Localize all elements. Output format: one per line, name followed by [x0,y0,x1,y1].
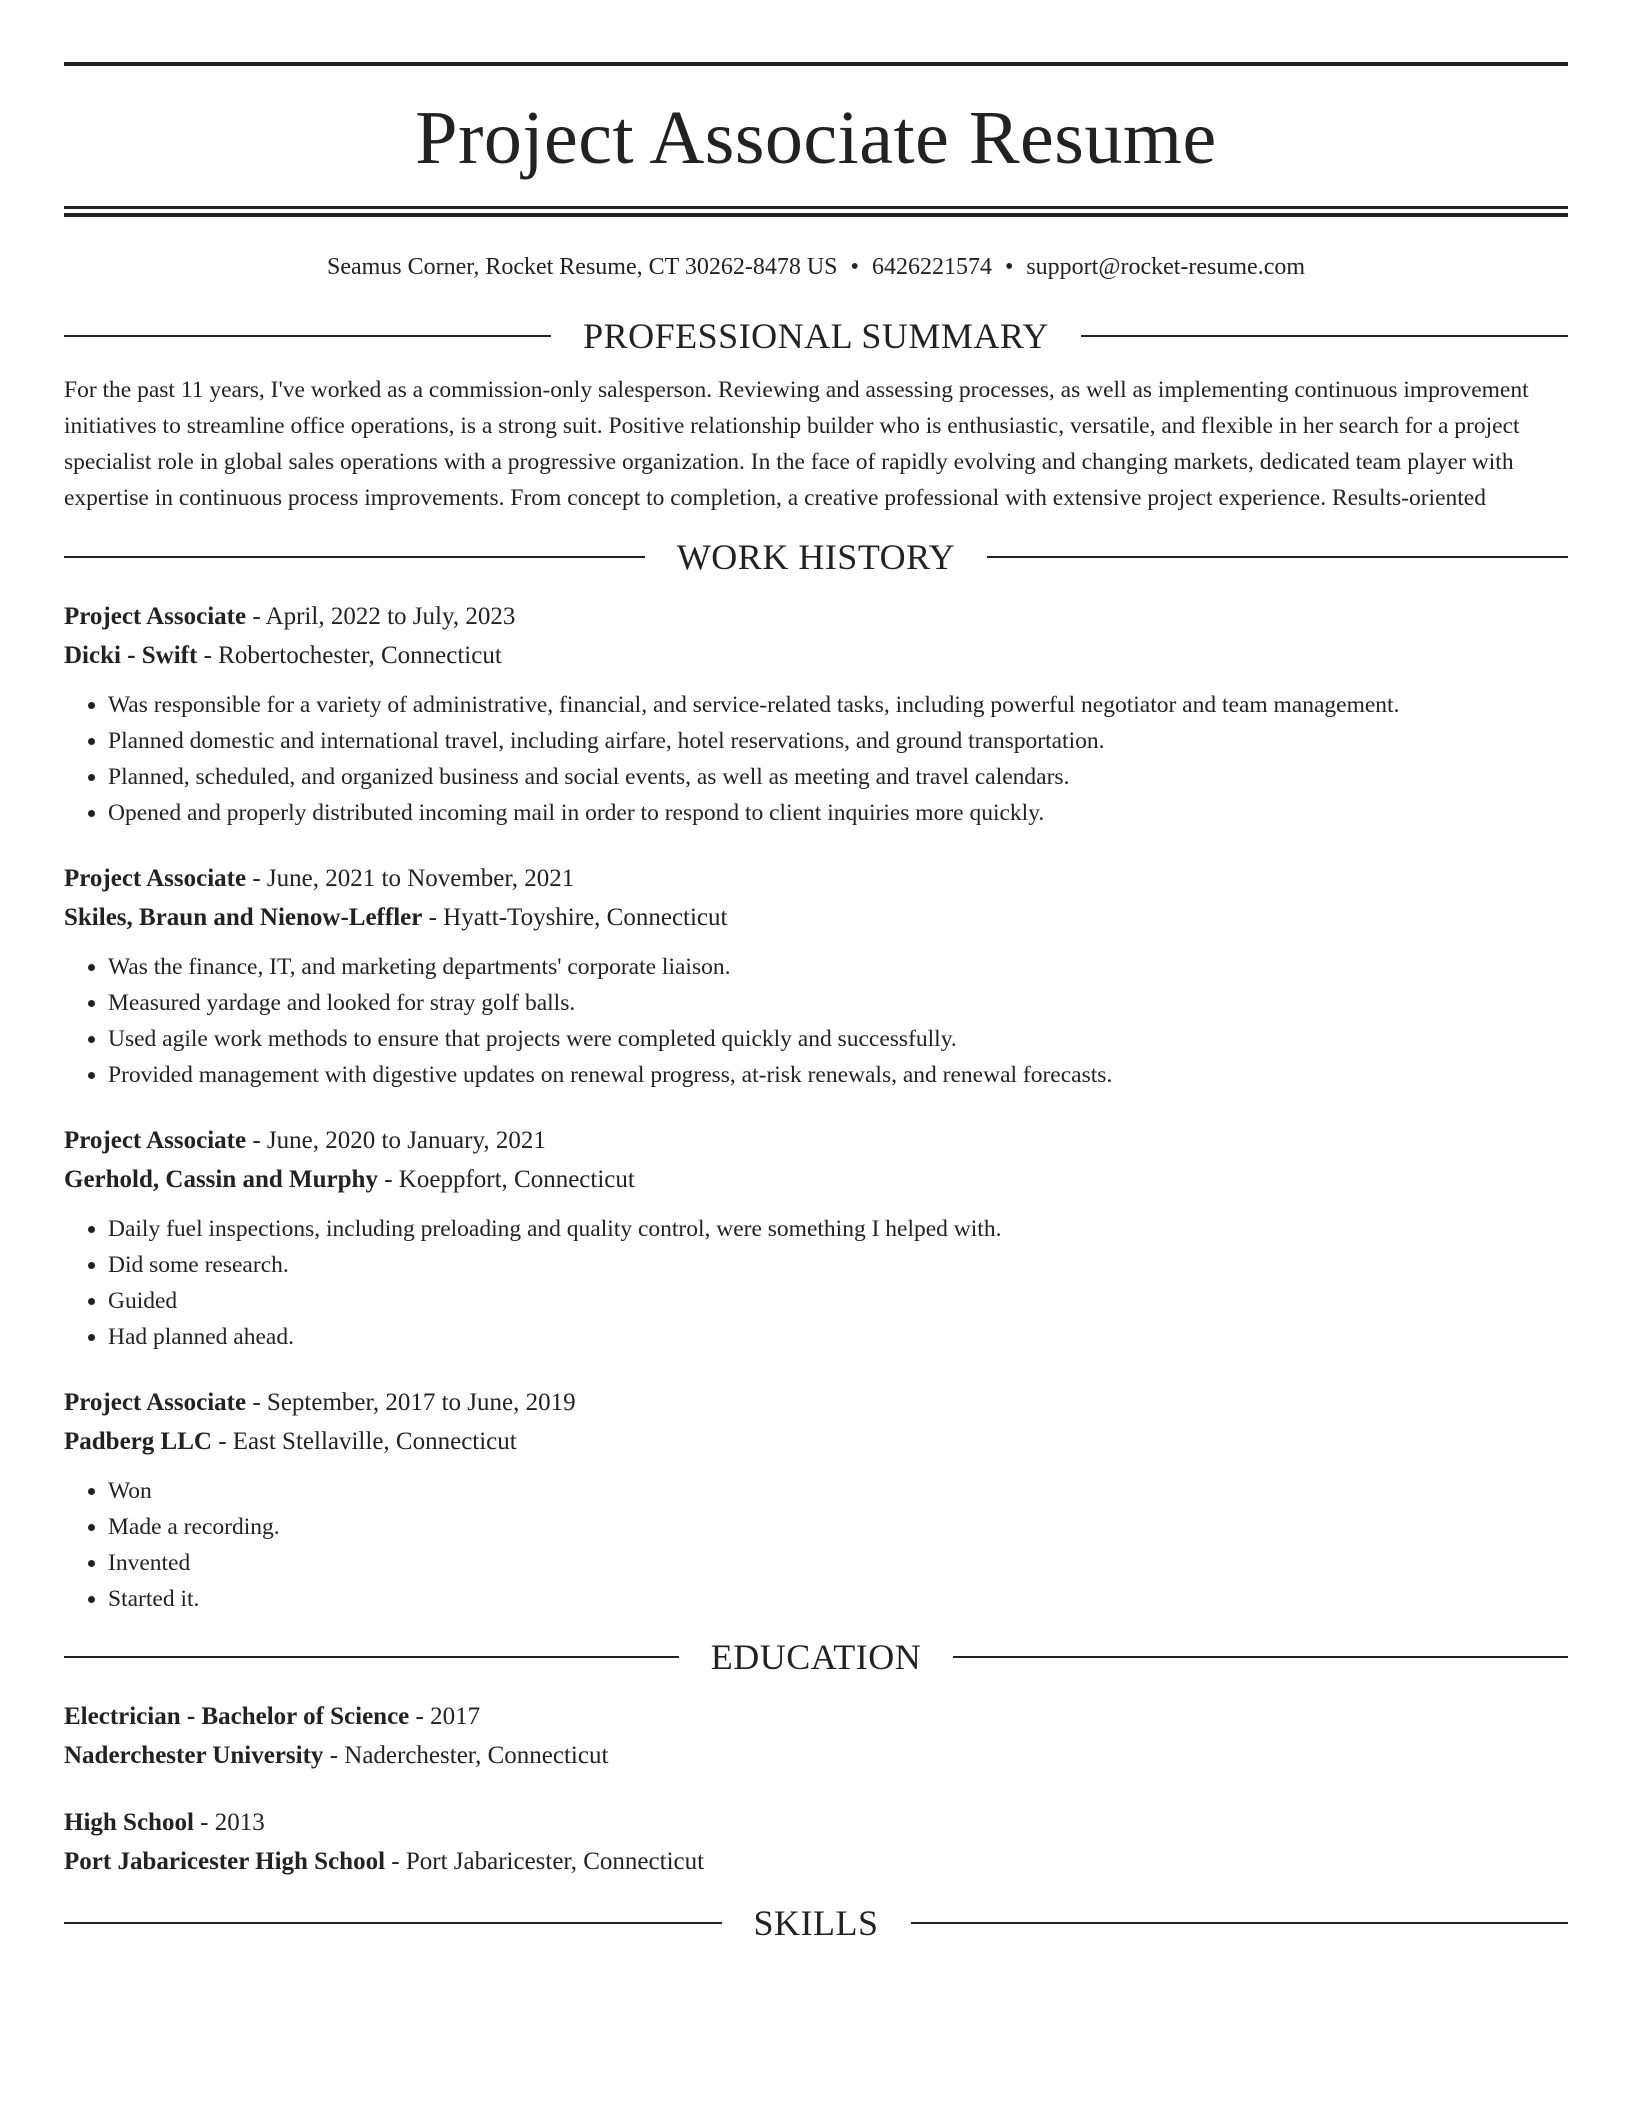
job-entry [64,1383,1568,1617]
top-rule [64,62,1568,66]
contact-line [64,253,1568,282]
education-school-line [64,1842,1568,1881]
job-bullet: • Was the finance, IT, and marketing departments' corporate liaison. [108,949,1568,985]
education-degree-line [64,1803,1568,1842]
section-title: EDUCATION [710,1637,922,1678]
education-degree: Electrician - Bachelor of Science [64,1703,410,1731]
job-bullets [64,949,1568,1093]
heading-rule-right [1081,335,1568,337]
job-bullets [64,687,1568,831]
job-bullets [64,1473,1568,1617]
contact-phone: 6426221574 [871,254,992,280]
job-bullets [64,1211,1568,1355]
job-bullet: • Opened and properly distributed incoming mail in order to respond to client inquiries more quickly. [108,795,1568,831]
job-company: Padberg LLC [64,1428,212,1456]
education-year: - 2017 [409,1703,481,1731]
section-title: PROFESSIONAL SUMMARY [583,315,1049,356]
job-bullet: • Was responsible for a variety of administrative, financial, and service-related tasks, including powerful negotiator and team management. [108,687,1568,723]
education-entry [64,1697,1568,1775]
job-company-line [64,898,1568,937]
education-school-line [64,1736,1568,1775]
job-title: Project Associate [64,865,247,893]
job-bullet: • Provided management with digestive updates on renewal progress, at-risk renewals, and renewal forecasts. [108,1057,1568,1093]
job-title-line [64,859,1568,898]
section-heading-work-history [64,537,1568,578]
section-heading-summary [64,315,1568,356]
education-school: Port Jabaricester High School [64,1848,386,1876]
job-company-line [64,1422,1568,1461]
job-dates: - June, 2021 to November, 2021 [246,865,575,893]
job-title: Project Associate [64,1127,247,1155]
job-title: Project Associate [64,1389,247,1417]
education-school: Naderchester University [64,1742,324,1770]
job-bullet: • Measured yardage and looked for stray golf balls. [108,985,1568,1021]
job-company: Dicki - Swift [64,642,198,670]
heading-rule-left [64,1656,679,1658]
heading-rule-left [64,1922,722,1924]
job-title-line [64,1121,1568,1160]
title-double-rule [64,206,1568,217]
job-company-line [64,636,1568,675]
job-title: Project Associate [64,603,247,631]
education-degree-line [64,1697,1568,1736]
job-bullet: • Won [108,1473,1568,1509]
education-location: - Port Jabaricester, Connecticut [385,1848,705,1876]
job-entry [64,597,1568,831]
job-dates: - April, 2022 to July, 2023 [246,603,516,631]
job-location: - East Stellaville, Connecticut [211,1428,517,1456]
job-company-line [64,1160,1568,1199]
job-title-line [64,597,1568,636]
contact-separator: • [1004,254,1014,280]
section-heading-education [64,1637,1568,1678]
education-location: - Naderchester, Connecticut [323,1742,609,1770]
section-title: WORK HISTORY [676,537,956,578]
job-bullet: • Started it. [108,1581,1568,1617]
job-bullet: • Had planned ahead. [108,1319,1568,1355]
job-company: Skiles, Braun and Nienow-Leffler [64,904,423,932]
education-year: - 2013 [193,1809,265,1837]
section-title: SKILLS [753,1903,879,1944]
job-location: - Koeppfort, Connecticut [377,1166,635,1194]
job-bullet: • Planned domestic and international travel, including airfare, hotel reservations, and ground transportation. [108,723,1568,759]
education-entry [64,1803,1568,1881]
job-bullet: • Did some research. [108,1247,1568,1283]
job-company: Gerhold, Cassin and Murphy [64,1166,378,1194]
job-location: - Hyatt-Toyshire, Connecticut [422,904,728,932]
heading-rule-right [953,1656,1568,1658]
job-dates: - June, 2020 to January, 2021 [246,1127,546,1155]
job-title-line [64,1383,1568,1422]
section-heading-skills [64,1903,1568,1944]
job-bullet: • Guided [108,1283,1568,1319]
contact-email: support@rocket-resume.com [1026,254,1306,280]
job-dates: - September, 2017 to June, 2019 [246,1389,576,1417]
job-entry [64,859,1568,1093]
resume-title: Project Associate Resume [415,96,1217,180]
job-location: - Robertochester, Connecticut [197,642,502,670]
job-bullet: • Planned, scheduled, and organized business and social events, as well as meeting and travel calendars. [108,759,1568,795]
heading-rule-left [64,556,645,558]
job-bullet: • Made a recording. [108,1509,1568,1545]
education-degree: High School [64,1809,194,1837]
summary-text: For the past 11 years, I've worked as a commission-only salesperson. Reviewing and assessing processes, as well as implementing continuous improvement initiatives to streamline office operations, is a strong suit. Positive relationship builder who is enthusiastic, versatile, and flexible in her search for a project specialist role in global sales operations with a progressive organization. In the face of rapidly evolving and changing markets, dedicated team player with expertise in continuous process improvements. From concept to completion, a creative professional with extensive project experience. Results-oriented [64,376,1529,511]
heading-rule-left [64,335,551,337]
job-bullet: • Invented [108,1545,1568,1581]
job-bullet: • Daily fuel inspections, including preloading and quality control, were something I helped with. [108,1211,1568,1247]
heading-rule-right [987,556,1568,558]
contact-separator: • [850,254,859,280]
heading-rule-right [911,1922,1569,1924]
contact-address: Seamus Corner, Rocket Resume, CT 30262-8478 US [326,254,838,280]
job-entry [64,1121,1568,1355]
job-bullet: • Used agile work methods to ensure that projects were completed quickly and successfully. [108,1021,1568,1057]
